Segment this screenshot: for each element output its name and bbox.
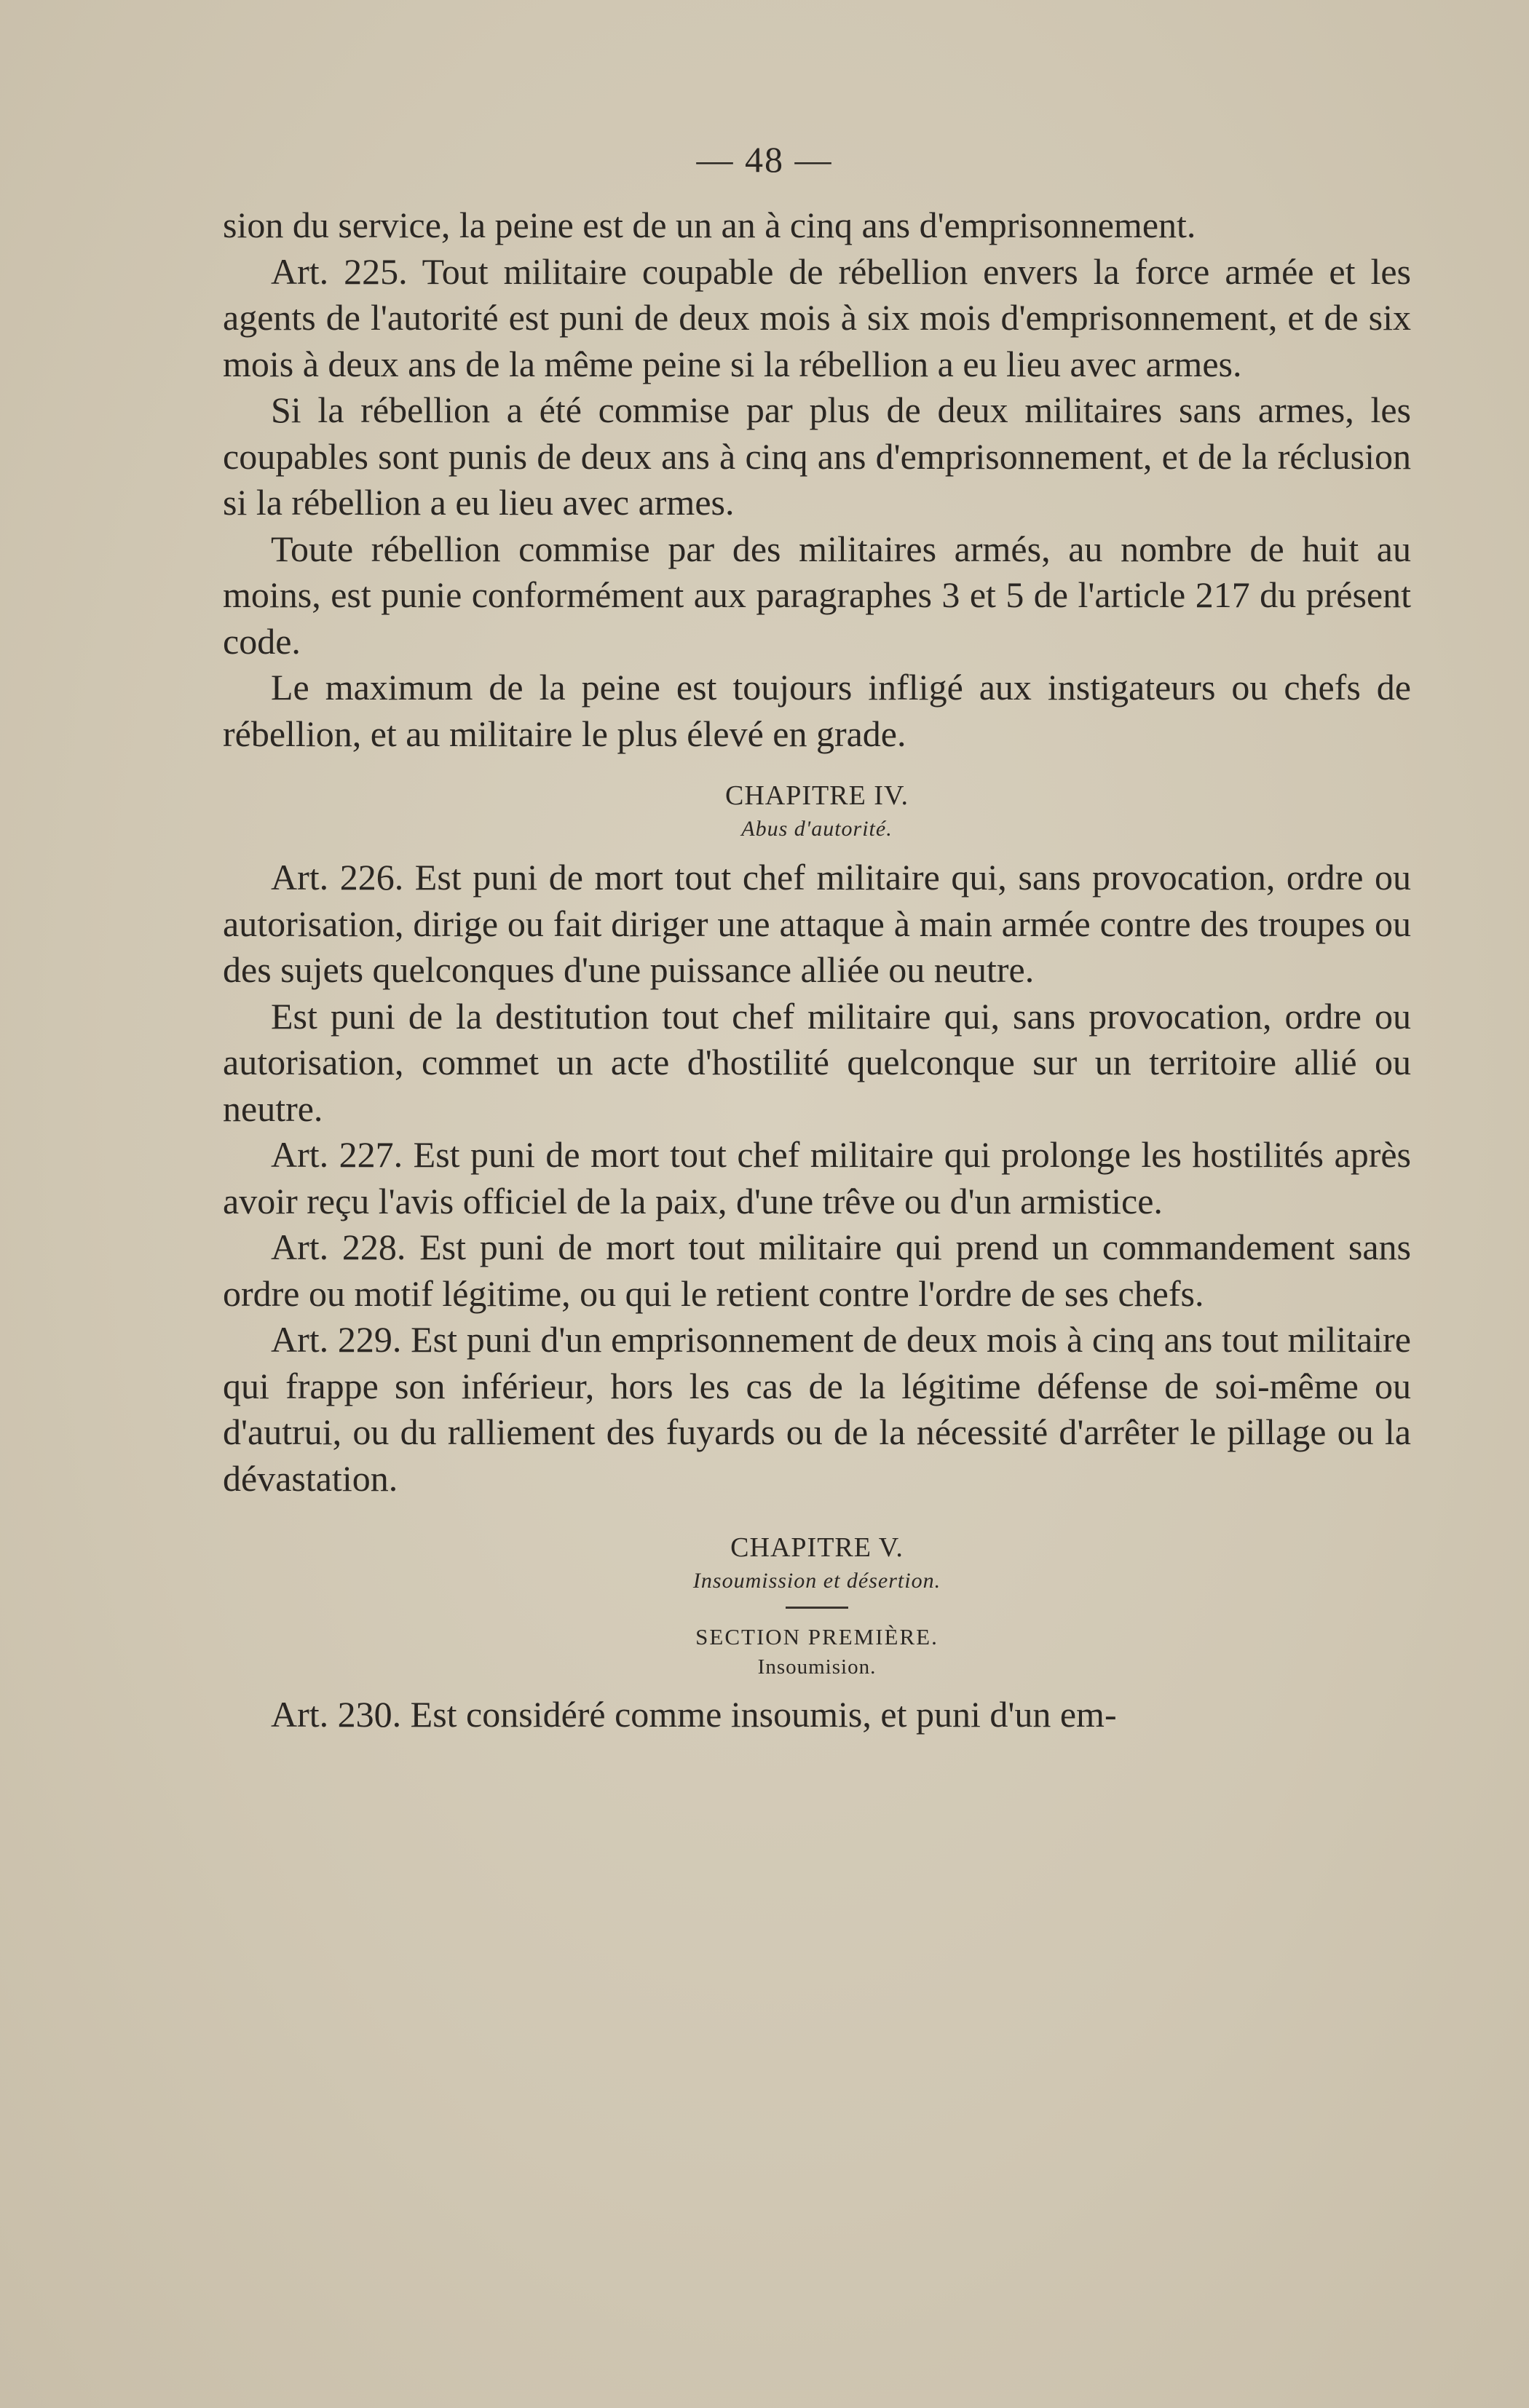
paragraph: Est puni de la destitution tout chef militaire qui, sans provocation, ordre ou autorisation, commet un acte d'hostilité quelconque sur un territoire allié ou neutre.	[223, 995, 1411, 1129]
paragraph: Art. 226. Est puni de mort tout chef militaire qui, sans provocation, ordre ou autorisation, dirige ou fait diriger une attaque à main armée contre des troupes ou des sujets quelconques d'une puissance alliée ou neutre.	[223, 857, 1411, 990]
paragraph: Art. 228. Est puni de mort tout militaire qui prend un commandement sans ordre ou motif légitime, ou qui le retient contre l'ordre de ses chefs.	[223, 1227, 1411, 1314]
paragraph: Art. 230. Est considéré comme insoumis, et puni d'un em-	[271, 1694, 1117, 1735]
paragraph: Art. 225. Tout militaire coupable de rébellion envers la force armée et les agents de l'autorité est puni de deux mois à six mois d'emprisonnement, et de six mois à deux ans de la même peine si la rébellion a eu lieu avec armes.	[223, 250, 1411, 384]
section-heading: SECTION PREMIÈRE.	[695, 1624, 939, 1649]
chapter-heading: CHAPITRE IV.	[725, 780, 909, 811]
paragraph: Art. 227. Est puni de mort tout chef militaire qui prolonge les hostilités après avoir reçu l'avis officiel de la paix, d'une trêve ou d'un armistice.	[223, 1134, 1411, 1221]
paragraph: Si la rébellion a été commise par plus de deux militaires sans armes, les coupables sont punis de deux ans à cinq ans d'emprisonnement, et de la réclusion si la rébellion a eu lieu avec armes.	[223, 389, 1411, 523]
page-body	[223, 202, 1411, 1738]
chapter-subtitle: Abus d'autorité.	[741, 817, 893, 841]
paragraph: sion du service, la peine est de un an à cinq ans d'emprisonnement.	[223, 205, 1196, 245]
chapter-heading: CHAPITRE V.	[730, 1532, 904, 1563]
paragraph: Le maximum de la peine est toujours infligé aux instigateurs ou chefs de rébellion, et au militaire le plus élevé en grade.	[223, 667, 1411, 754]
page-number: — 48 —	[696, 139, 833, 180]
paragraph: Toute rébellion commise par des militaires armés, au nombre de huit au moins, est punie conformément aux paragraphes 3 et 5 de l'article 217 du présent code.	[223, 528, 1411, 662]
divider-rule	[786, 1607, 848, 1609]
chapter-subtitle: Insoumission et désertion.	[692, 1569, 941, 1593]
section-subtitle: Insoumision.	[757, 1655, 877, 1679]
paragraph: Art. 229. Est puni d'un emprisonnement de deux mois à cinq ans tout militaire qui frappe son inférieur, hors les cas de la légitime défense de soi-même ou d'autrui, ou du ralliement des fuyards ou de la nécessité d'arrêter le pillage ou la dévastation.	[223, 1319, 1411, 1499]
